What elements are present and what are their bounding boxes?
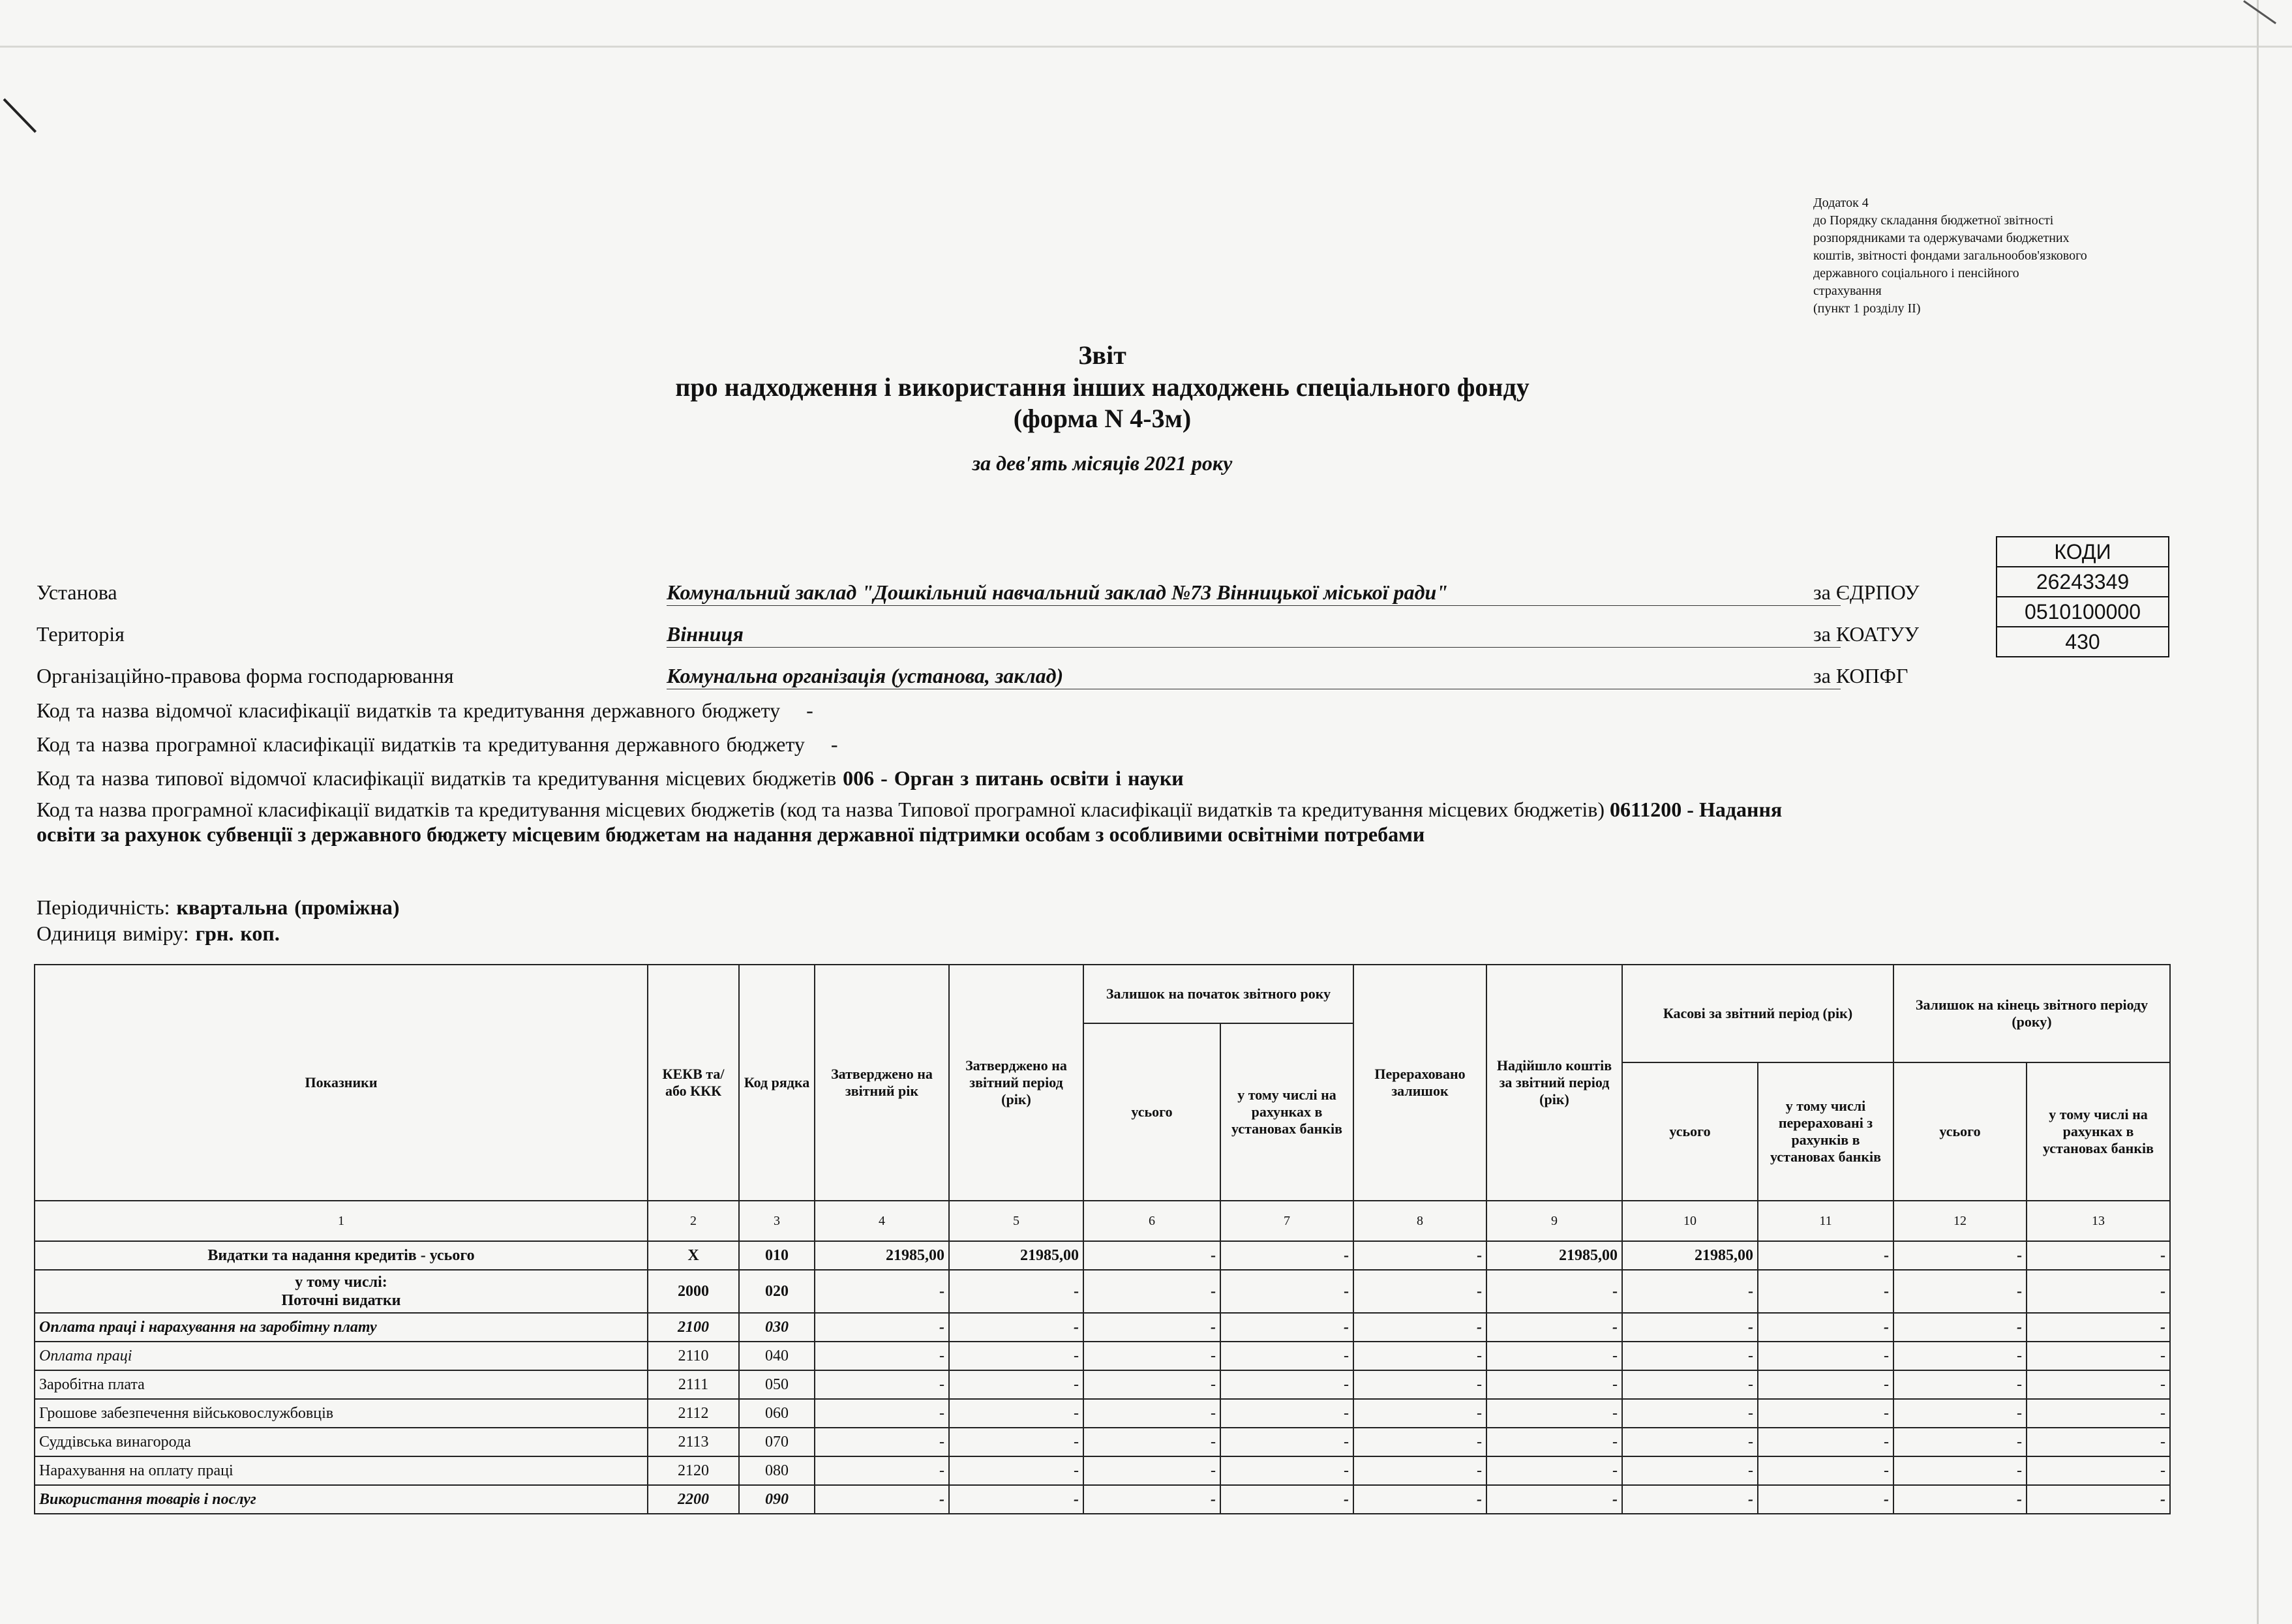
unit-value: грн. коп. [195,922,280,945]
org-form-value: Комунальна організація (установа, заклад) [667,663,1841,689]
cell-cash-transferred: - [1758,1342,1893,1370]
cell-balance-start-total: - [1083,1313,1220,1342]
cell-approved-year: - [815,1456,949,1485]
scan-page-edge [0,46,2292,48]
cell-approved-period: - [949,1399,1083,1428]
cell-balance-end-banks: - [2027,1370,2170,1399]
prog-class-state-row [37,732,838,757]
table-row [35,1428,2170,1456]
cell-received: - [1486,1342,1622,1370]
cell-balance-end-banks: - [2027,1428,2170,1456]
title-line-1: Звіт [1078,340,1126,370]
col-cash-transferred: у тому числі перераховані з рахунків в установах банків [1758,1062,1893,1201]
cell-balance-start-total: - [1083,1399,1220,1428]
col-balance-start-total: усього [1083,1023,1220,1201]
annex-line: до Порядку складання бюджетної звітності [1813,213,2054,228]
row-name: Грошове забезпечення військовослужбовців [35,1399,648,1428]
cell-balance-start-banks: - [1220,1399,1353,1428]
row-code: 090 [739,1485,815,1514]
cell-approved-year: - [815,1485,949,1514]
cell-approved-year: - [815,1399,949,1428]
typical-dept-class-value: 006 - Орган з питань освіти і науки [843,766,1184,790]
col-kekv: КЕКВ та/або ККК [648,965,739,1201]
cell-balance-end-banks: - [2027,1456,2170,1485]
institution-value: Комунальний заклад "Дошкільний навчальний заклад №73 Вінницької міської ради" [667,579,1841,606]
cell-approved-period: - [949,1313,1083,1342]
cell-approved-year: - [815,1270,949,1313]
dept-class-state-label: Код та назва відомчої класифікації видатків та кредитування державного бюджету [37,699,781,722]
cell-balance-end-total: - [1893,1399,2027,1428]
row-kekv: 2120 [648,1456,739,1485]
annex-line: коштів, звітності фондами загальнообов'язкового [1813,248,2087,263]
col-row-code: Код рядка [739,965,815,1201]
row-kekv: 2110 [648,1342,739,1370]
cell-transferred-balance: - [1353,1399,1486,1428]
cell-balance-end-banks: - [2027,1313,2170,1342]
cell-balance-end-total: - [1893,1313,2027,1342]
row-code: 020 [739,1270,815,1313]
cell-transferred-balance: - [1353,1456,1486,1485]
cell-cash-total: - [1622,1313,1758,1342]
col-balance-start-banks: у тому числі на рахунках в установах банків [1220,1023,1353,1201]
cell-transferred-balance: - [1353,1241,1486,1270]
cell-balance-start-banks: - [1220,1241,1353,1270]
cell-balance-start-banks: - [1220,1428,1353,1456]
cell-received: 21985,00 [1486,1241,1622,1270]
col-indicators: Показники [35,965,648,1201]
col-number: 5 [949,1201,1083,1241]
col-number: 13 [2027,1201,2170,1241]
row-kekv: 2113 [648,1428,739,1456]
table-row [35,1370,2170,1399]
annex-line: (пункт 1 розділу ІІ) [1813,301,1921,316]
report-table [34,964,2171,1514]
cell-transferred-balance: - [1353,1370,1486,1399]
title-line-2: про надходження і використання інших надходжень спеціального фонду [675,372,1530,402]
cell-balance-end-total: - [1893,1370,2027,1399]
row-kekv: 2200 [648,1485,739,1514]
cell-approved-year: 21985,00 [815,1241,949,1270]
cell-approved-year: - [815,1370,949,1399]
report-title [457,339,1748,476]
codes-header: КОДИ [1997,537,2169,567]
cell-received: - [1486,1485,1622,1514]
cell-balance-start-banks: - [1220,1370,1353,1399]
cell-balance-end-banks: - [2027,1485,2170,1514]
row-name: Заробітна плата [35,1370,648,1399]
cell-transferred-balance: - [1353,1313,1486,1342]
cell-balance-end-total: - [1893,1241,2027,1270]
col-balance-start: Залишок на початок звітного року [1083,965,1353,1023]
row-name: Суддівська винагорода [35,1428,648,1456]
unit-row [37,921,280,946]
typical-dept-class-row [37,766,1184,790]
koatuu-label: за КОАТУУ [1813,622,1920,646]
row-kekv: 2000 [648,1270,739,1313]
row-kekv: 2111 [648,1370,739,1399]
cell-balance-start-total: - [1083,1428,1220,1456]
scan-corner-fold [2243,0,2276,24]
table-row [35,1485,2170,1514]
cell-balance-end-total: - [1893,1456,2027,1485]
table-row [35,1342,2170,1370]
col-approved-period: Затверджено на звітний період (рік) [949,965,1083,1201]
cell-balance-end-total: - [1893,1485,2027,1514]
cell-cash-transferred: - [1758,1428,1893,1456]
cell-cash-total: - [1622,1342,1758,1370]
cell-approved-period: - [949,1270,1083,1313]
cell-transferred-balance: - [1353,1270,1486,1313]
cell-cash-total: - [1622,1428,1758,1456]
row-code: 030 [739,1313,815,1342]
cell-balance-start-total: - [1083,1370,1220,1399]
cell-approved-year: - [815,1428,949,1456]
typical-dept-class-label: Код та назва типової відомчої класифікації видатків та кредитування місцевих бюджетів [37,766,837,790]
cell-balance-start-banks: - [1220,1342,1353,1370]
row-code: 050 [739,1370,815,1399]
row-kekv: 2100 [648,1313,739,1342]
report-period: за дев'ять місяців 2021 року [972,451,1233,475]
scan-corner-mark [3,98,37,133]
periodicity-label: Періодичність: [37,895,170,919]
cell-approved-period: - [949,1428,1083,1456]
kopfg-label: за КОПФГ [1813,664,1908,687]
cell-transferred-balance: - [1353,1485,1486,1514]
cell-approved-period: - [949,1485,1083,1514]
cell-received: - [1486,1270,1622,1313]
dept-class-state-row [37,698,813,723]
col-number: 1 [35,1201,648,1241]
prog-class-local-row [37,797,1798,847]
cell-balance-end-banks: - [2027,1270,2170,1313]
row-name: Оплата праці [35,1342,648,1370]
cell-approved-year: - [815,1342,949,1370]
cell-balance-start-total: - [1083,1342,1220,1370]
code-kopfg: 430 [1997,627,2169,657]
col-number: 3 [739,1201,815,1241]
cell-balance-start-total: - [1083,1456,1220,1485]
row-code: 060 [739,1399,815,1428]
cell-balance-end-total: - [1893,1428,2027,1456]
territory-value: Вінниця [667,621,1841,648]
territory-label: Територія [37,622,125,646]
prog-class-state-value: - [830,732,838,756]
periodicity-value: квартальна (проміжна) [176,895,400,919]
table-row [35,1313,2170,1342]
cell-balance-start-total: - [1083,1241,1220,1270]
cell-approved-period: - [949,1342,1083,1370]
edrpou-label: за ЄДРПОУ [1813,580,1920,604]
cell-cash-total: - [1622,1485,1758,1514]
col-number: 2 [648,1201,739,1241]
table-row [35,1270,2170,1313]
col-number: 6 [1083,1201,1220,1241]
row-name: Видатки та надання кредитів - усього [35,1241,648,1270]
table-row [35,1456,2170,1485]
cell-cash-transferred: - [1758,1241,1893,1270]
col-cash: Касові за звітний період (рік) [1622,965,1893,1062]
dept-class-state-value: - [806,699,813,722]
col-approved-year: Затверджено на звітний рік [815,965,949,1201]
table-row [35,1241,2170,1270]
cell-balance-end-total: - [1893,1270,2027,1313]
col-number: 10 [1622,1201,1758,1241]
cell-cash-total: - [1622,1270,1758,1313]
col-cash-total: усього [1622,1062,1758,1201]
row-name: Нарахування на оплату праці [35,1456,648,1485]
cell-cash-transferred: - [1758,1399,1893,1428]
row-name [35,1270,648,1313]
cell-balance-end-banks: - [2027,1399,2170,1428]
cell-balance-start-banks: - [1220,1313,1353,1342]
col-transferred-balance: Перераховано залишок [1353,965,1486,1201]
cell-approved-period: - [949,1370,1083,1399]
cell-balance-end-banks: - [2027,1241,2170,1270]
cell-balance-start-total: - [1083,1270,1220,1313]
col-number: 8 [1353,1201,1486,1241]
cell-transferred-balance: - [1353,1342,1486,1370]
annex-line: державного соціального і пенсійного [1813,266,2019,280]
cell-transferred-balance: - [1353,1428,1486,1456]
col-balance-end: Залишок на кінець звітного періоду (року) [1893,965,2170,1062]
row-name-line: Поточні видатки [281,1292,401,1309]
col-balance-end-banks: у тому числі на рахунках в установах банків [2027,1062,2170,1201]
row-code: 010 [739,1241,815,1270]
cell-balance-end-banks: - [2027,1342,2170,1370]
periodicity-row [37,895,400,920]
cell-cash-transferred: - [1758,1456,1893,1485]
annex-line: Додаток 4 [1813,196,1869,210]
annex-line: розпорядниками та одержувачами бюджетних [1813,231,2070,245]
row-code: 070 [739,1428,815,1456]
row-name-line: у тому числі: [295,1274,387,1291]
prog-class-state-label: Код та назва програмної класифікації видатків та кредитування державного бюджету [37,732,805,756]
cell-cash-total: 21985,00 [1622,1241,1758,1270]
cell-balance-start-total: - [1083,1485,1220,1514]
cell-received: - [1486,1313,1622,1342]
row-name: Використання товарів і послуг [35,1485,648,1514]
cell-approved-period: 21985,00 [949,1241,1083,1270]
scan-right-edge [2257,0,2259,1624]
cell-cash-transferred: - [1758,1485,1893,1514]
unit-label: Одиниця виміру: [37,922,189,945]
prog-class-local-value: 0611200 - Надання освіти за рахунок субвенції з державного бюджету місцевим бюджетам на надання державної підтримки особам з особливими освітніми потребами [37,798,1783,846]
row-code: 080 [739,1456,815,1485]
annex-note [1813,194,2179,318]
institution-label: Установа [37,580,117,604]
cell-approved-period: - [949,1456,1083,1485]
cell-cash-transferred: - [1758,1270,1893,1313]
row-kekv: 2112 [648,1399,739,1428]
row-code: 040 [739,1342,815,1370]
cell-cash-transferred: - [1758,1370,1893,1399]
cell-received: - [1486,1456,1622,1485]
col-number: 7 [1220,1201,1353,1241]
col-number: 12 [1893,1201,2027,1241]
cell-cash-total: - [1622,1456,1758,1485]
prog-class-local-label: Код та назва програмної класифікації видатків та кредитування місцевих бюджетів (код та назва Типової програмної класифікації видатків та кредитування місцевих бюджетів) [37,798,1605,821]
col-number: 9 [1486,1201,1622,1241]
org-form-label: Організаційно-правова форма господарювання [37,664,454,687]
cell-received: - [1486,1399,1622,1428]
title-line-3: (форма N 4-3м) [1013,404,1192,433]
annex-line: страхування [1813,284,1882,298]
cell-received: - [1486,1370,1622,1399]
col-number: 4 [815,1201,949,1241]
cell-balance-start-banks: - [1220,1456,1353,1485]
cell-cash-transferred: - [1758,1313,1893,1342]
cell-balance-start-banks: - [1220,1270,1353,1313]
cell-cash-total: - [1622,1370,1758,1399]
cell-cash-total: - [1622,1399,1758,1428]
table-row [35,1399,2170,1428]
col-number: 11 [1758,1201,1893,1241]
col-balance-end-total: усього [1893,1062,2027,1201]
cell-approved-year: - [815,1313,949,1342]
row-kekv: X [648,1241,739,1270]
codes-box [1996,536,2169,657]
cell-received: - [1486,1428,1622,1456]
col-received: Надійшло коштів за звітний період (рік) [1486,965,1622,1201]
code-edrpou: 26243349 [1997,567,2169,597]
cell-balance-end-total: - [1893,1342,2027,1370]
cell-balance-start-banks: - [1220,1485,1353,1514]
code-koatuu: 0510100000 [1997,597,2169,627]
row-name: Оплата праці і нарахування на заробітну плату [35,1313,648,1342]
